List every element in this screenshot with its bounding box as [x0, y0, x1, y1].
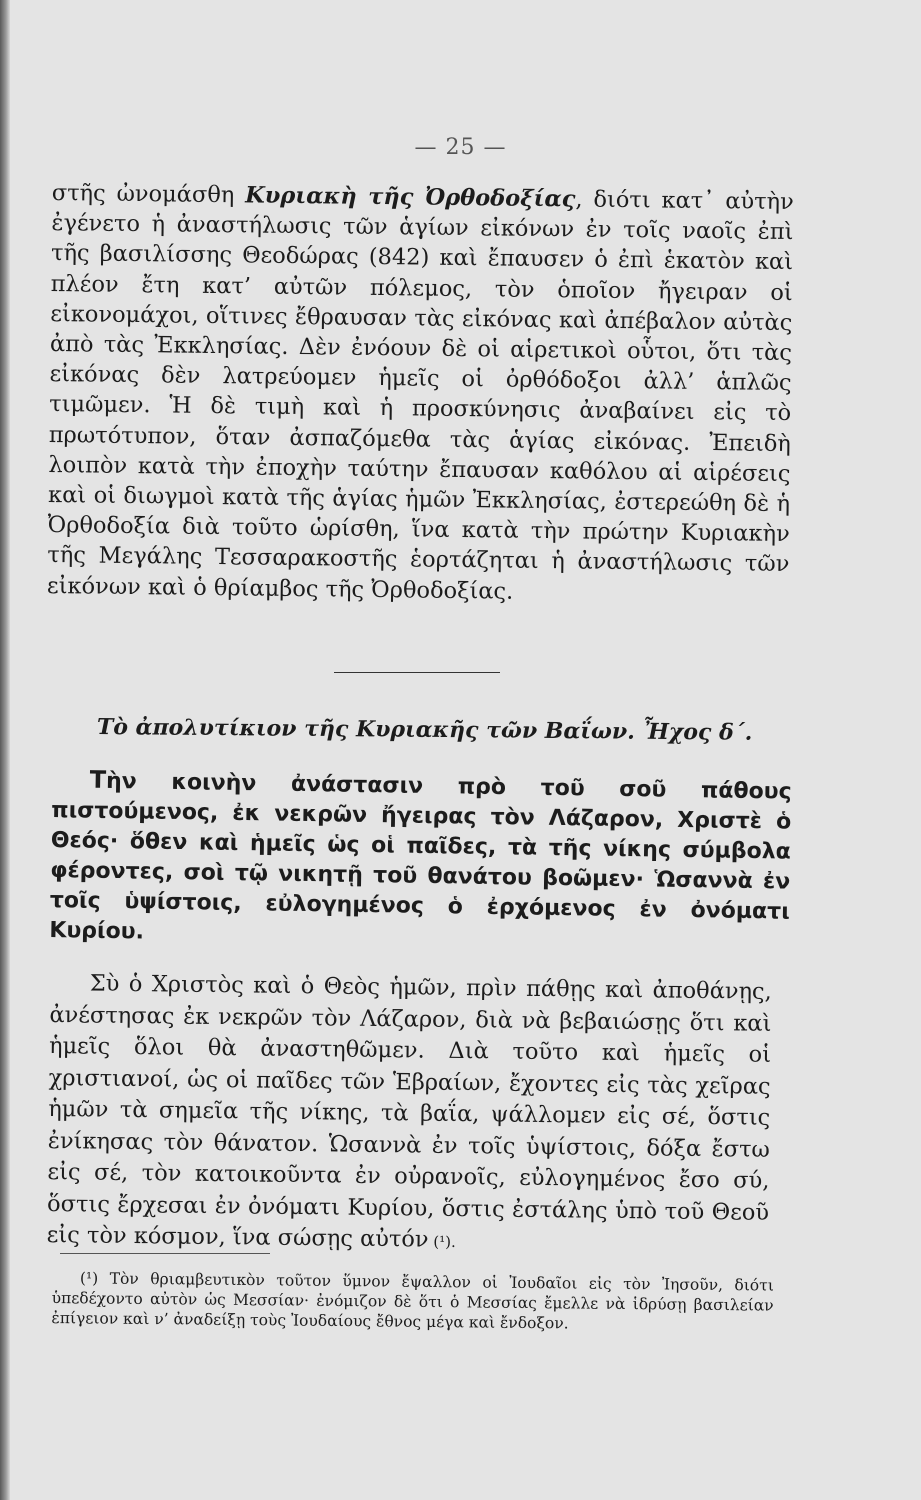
hymn-initial: Τ	[89, 765, 107, 794]
explanation-text: Σὺ ὁ Χριστὸς καὶ ὁ Θεὸς ἡμῶν, πρὶν πάθῃς καὶ ἀποθάνῃς, ἀνέστησας ἐκ νεκρῶν τὸν Λάζαρον, διὰ νὰ βεβαιώσῃς ὅτι καὶ ἡμεῖς ὅλοι θὰ ἀναστηθῶμεν. Διὰ τοῦτο καὶ ἡμεῖς οἱ χριστιανοί, ὡς οἱ παῖδες τῶν Ἑβραίων, ἔχοντες εἰς τὰς χεῖρας ἡμῶν τὰ σημεῖα τῆς νίκης, τὰ βαΐα, ψάλλομεν εἰς σέ, ὅστις ἐνίκησας τὸν θάνατον. Ὡσαννὰ ἐν τοῖς ὑψίστοις, δόξα ἔστω εἰς σέ, τὸν κατοικοῦντα ἐν οὐρανοῖς, εὐλογημένος ἔσο σύ, ὅστις ἔρχεσαι ἐν ὀνόματι Κυρίου, ὅστις ἐστάλης ὑπὸ τοῦ Θεοῦ εἰς τὸν κόσμον, ἵνα σώσῃς αὐτόν	[46, 970, 772, 1253]
paragraph-text-start: στῆς ὠνομάσθη	[51, 179, 246, 209]
orthodoxy-paragraph	[47, 178, 794, 610]
hymn-text: ὴν κοινὴν ἀνάστασιν πρὸ τοῦ σοῦ πάθους πιστούμενος, ἐκ νεκρῶν ἤγειρας τὸν Λάζαρον, Χριστὲ ὁ Θεός· ὅθεν καὶ ἡμεῖς ὡς οἱ παῖδες, τὰ τῆς νίκης σύμβολα φέροντες, σοὶ τῷ νικητῇ τοῦ θανάτου βοῶμεν· Ὡσαννὰ ἐν τοῖς ὑψίστοις, εὐλογημένος ὁ ἐρχόμενος ἐν ὀνόματι Κυρίου.	[49, 768, 792, 945]
footnote-marker: (¹)	[79, 1269, 99, 1288]
section-separator	[334, 672, 500, 673]
page-number: — 25 —	[414, 135, 507, 160]
footnote-reference: (¹).	[428, 1232, 456, 1251]
feast-title: Κυριακὴ τῆς Ὀρθοδοξίας	[245, 182, 576, 213]
hymn-explanation	[47, 968, 772, 1262]
apolytikion-hymn	[49, 764, 792, 958]
footnote	[51, 1268, 774, 1336]
paragraph-text-rest: , διότι κατ᾽ αὐτὴν ἐγένετο ἡ ἀναστήλωσις τῶν ἁγίων εἰκόνων ἐν τοῖς ναοῖς ἐπὶ τῆς βασιλίσσης Θεοδώρας (842) καὶ ἔπαυσεν ὁ ἐπὶ ἑκατὸν καὶ πλέον ἔτη κατ’ αὐτῶν πόλεμος, τὸν ὁποῖον ἤγειραν οἱ εἰκονομάχοι, οἵτινες ἔθραυσαν τὰς εἰκόνας καὶ ἀπέβαλον αὐτὰς ἀπὸ τὰς Ἐκκλησίας. Δὲν ἐνόουν δὲ οἱ αἱρετικοὶ οὗτοι, ὅτι τὰς εἰκόνας δὲν λατρεύομεν ἡμεῖς οἱ ὀρθόδοξοι ἀλλ’ ἁπλῶς τιμῶμεν. Ἡ δὲ τιμὴ καὶ ἡ προσκύνησις ἀναβαίνει εἰς τὸ πρωτότυπον, ὅταν ἀσπαζόμεθα τὰς ἁγίας εἰκόνας. Ἐπειδὴ λοιπὸν κατὰ τὴν ἐποχὴν ταύτην ἔπαυσαν καθόλου αἱ αἱρέσεις καὶ οἱ διωγμοὶ κατὰ τῆς ἁγίας ἡμῶν Ἐκκλησίας, ἐστερεώθη δὲ ἡ Ὀρθοδοξία διὰ τοῦτο ὡρίσθη, ἵνα κατὰ τὴν πρώτην Κυριακὴν τῆς Μεγάλης Τεσσαρακοστῆς ἑορτάζηται ἡ ἀναστήλωσις τῶν εἰκόνων καὶ ὁ θρίαμβος τῆς Ὀρθοδοξίας.	[46, 186, 794, 605]
footnote-text: Τὸν θριαμβευτικὸν τοῦτον ὕμνον ἔψαλλον οἱ Ἰουδαῖοι εἰς τὸν Ἰησοῦν, διότι ὑπεδέχοντο αὐτὸν ὡς Μεσσίαν· ἐνόμιζον δὲ ὅτι ὁ Μεσσίας ἔμελλε νὰ ἱδρύσῃ βασιλείαν ἐπίγειον καὶ ν’ ἀναδείξῃ τοὺς Ἰουδαίους ἔθνος μέγα καὶ ἔνδοξον.	[51, 1269, 774, 1333]
footnote-rule	[60, 1253, 270, 1254]
section-heading: Τὸ ἀπολυτίκιον τῆς Κυριακῆς τῶν Βαΐων. Ἦχος δ΄.	[96, 714, 753, 746]
